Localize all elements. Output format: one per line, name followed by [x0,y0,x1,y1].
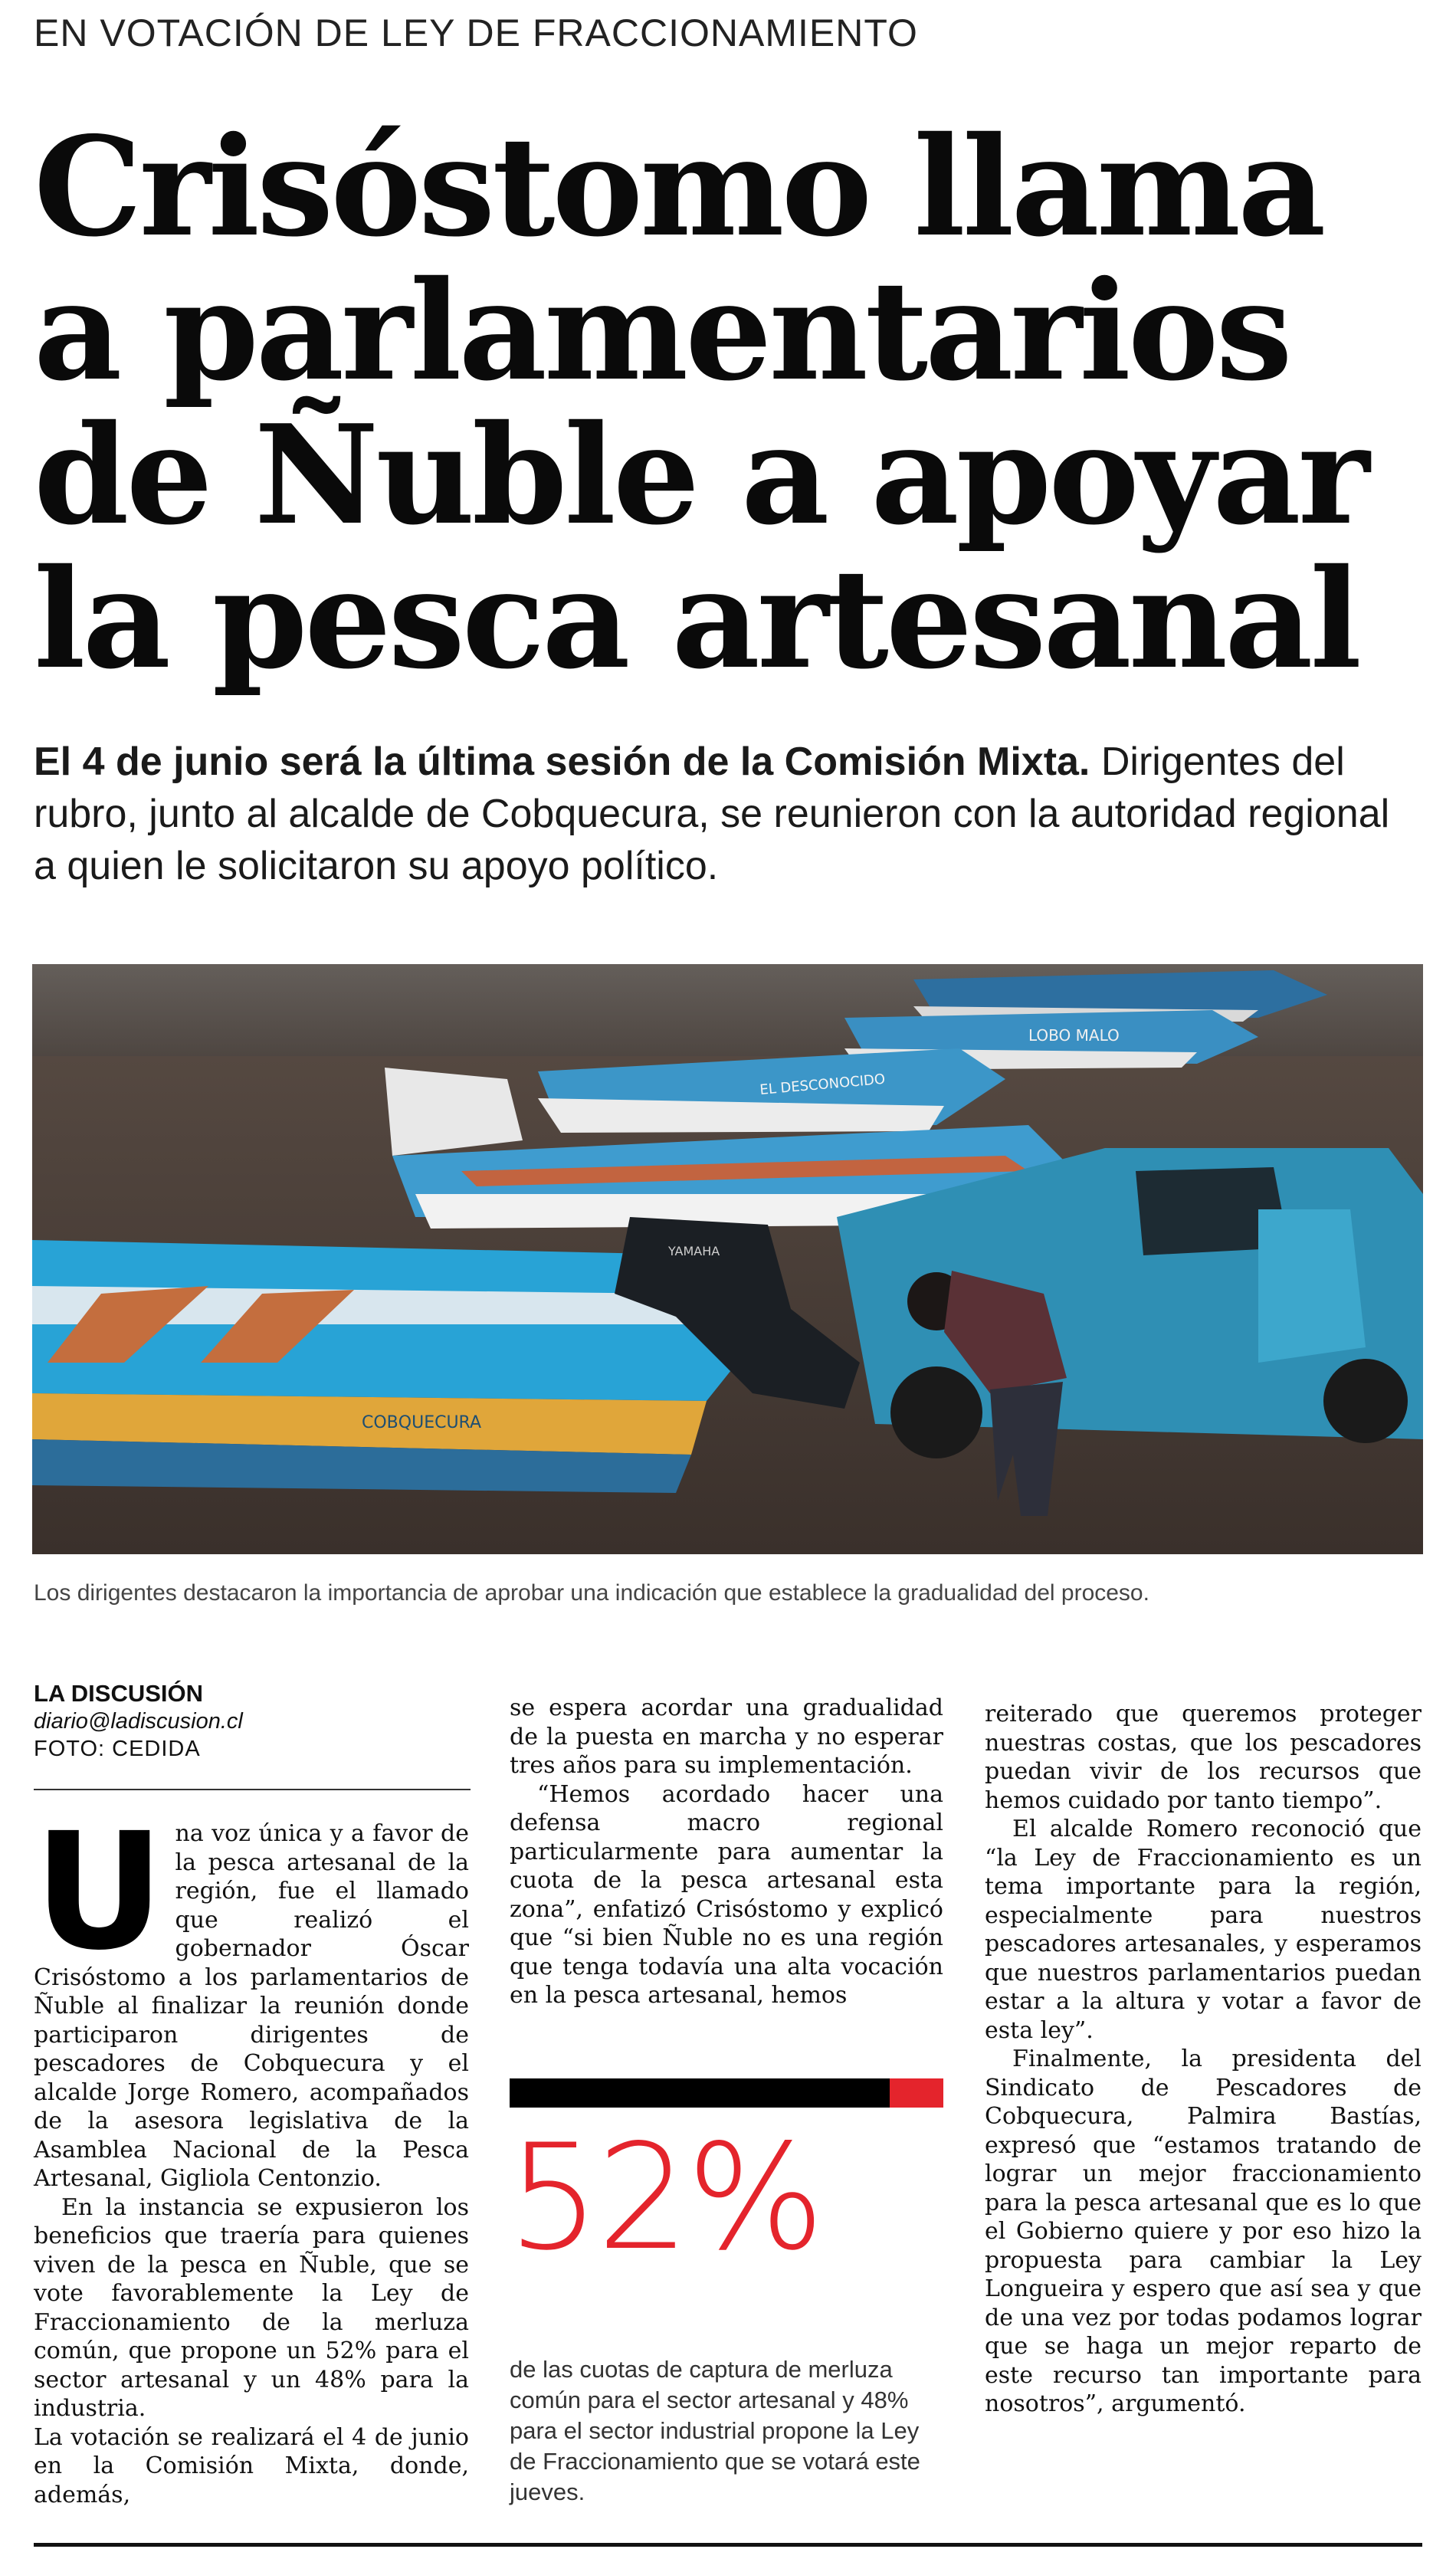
motor-brand: YAMAHA [668,1244,720,1258]
body-paragraph-2: En la instancia se expusieron los beneficios que traería para quienes viven de la pesca en Ñuble, que se vote favorablemente la Ley de Fraccionamiento de la merluza común, que propone un 52% para el sector artesanal y un 48% para la industria. [34,2193,469,2422]
headline-line-1: Crisóstomo llama [34,107,1323,267]
body-paragraph-5: El alcalde Romero reconoció que “la Ley de Fraccionamiento es un tema importante para la región, especialmente para nuestros pescadores artesanales, y esperamos que nuestros parlamentarios puedan estar a la altura y votar a favor de esta ley”. [985,1816,1422,2044]
boat-label-el-desconocido: EL DESCONOCIDO [759,1071,886,1098]
byline-divider [34,1789,471,1790]
stat-bar [510,2078,943,2108]
fishing-boats-photo [32,964,1423,1554]
dropcap: U [34,1798,165,1986]
headline [34,107,1428,699]
byline-org: LA DISCUSIÓN [34,1680,204,1707]
byline-email[interactable]: diario@ladiscusion.cl [34,1709,243,1734]
headline-line-2: a parlamentarios [34,251,1290,411]
body-paragraph-1: na voz única y a favor de la pesca artesanal de la región, fue el llamado que realizó el gobernador Óscar Crisóstomo a los parlamentarios de Ñuble al finalizar la reunión donde participaron dirigentes de pescadores de Cobquecura y el alcalde Jorge Romero, acompañados de la asesora legislativa de la Asamblea Nacional de la Pesca Artesanal, Gigliola Centonzio. [34,1820,469,2192]
body-paragraph-6: Finalmente, la presidenta del Sindicato de Pescadores de Cobquecura, Palmira Bastías, expresó que “estamos tratando de lograr un mejor fraccionamiento para la pesca artesanal que es lo que el Gobierno quiere y por eso hizo la propuesta para cambiar la Ley Longueira y espero que así sea y que de una vez por todas podamos lograr que se haga un mejor reparto de este recurso tan importante para nosotros”, argumentó. [985,2045,1422,2417]
body-paragraph-3-cont: se espera acordar una gradualidad de la puesta en marcha y no esperar tres años para su implementación. [510,1694,943,1779]
body-paragraph-4: “Hemos acordado hacer una defensa macro regional particularmente para aumentar la cuota de la pesca artesanal esta zona”, enfatizó Crisóstomo y explicó que “si bien Ñuble no es una región que tenga todavía una alta vocación en la pesca artesanal, hemos [510,1780,943,2009]
stat-text: de las cuotas de captura de merluza común para el sector artesanal y 48% para el sector industrial propone la Ley de Fraccionamiento que se votará este jueves. [510,2356,920,2505]
news-photo [32,964,1423,1554]
body-paragraph-3: La votación se realizará el 4 de junio en la Comisión Mixta, donde, además, [34,2423,469,2508]
byline-photo-credit: FOTO: CEDIDA [34,1737,201,1761]
stat-bar-accent [890,2078,943,2108]
boat-label-cobquecura: COBQUECURA [362,1413,481,1432]
body-column-2 [510,1694,943,2010]
kicker: EN VOTACIÓN DE LEY DE FRACCIONAMIENTO [34,11,918,54]
dek-text: Dirigentes del rubro, junto al alcalde de Cobquecura, se reunieron con la autoridad regional a quien le solicitaron su apoyo político. [34,740,1390,888]
bottom-rule [34,2543,1422,2547]
body-column-3 [985,1700,1422,2419]
headline-line-4: la pesca artesanal [34,539,1359,699]
boat-label-lobo-malo: LOBO MALO [1028,1026,1120,1045]
stat-number: 52% [507,2113,822,2282]
dek [34,736,1413,892]
headline-line-3: de Ñuble a apoyar [34,395,1367,555]
photo-caption: Los dirigentes destacaron la importancia de aprobar una indicación que establece la gradualidad del proceso. [34,1580,1149,1606]
body-paragraph-4-cont: reiterado que queremos proteger nuestras costas, que los pescadores puedan vivir de los recursos que hemos cuidado por tanto tiempo”. [985,1701,1422,1814]
dek-lead: El 4 de junio será la última sesión de la Comisión Mixta. [34,740,1090,784]
body-column-1 [34,1798,469,2509]
byline [34,1680,463,1763]
